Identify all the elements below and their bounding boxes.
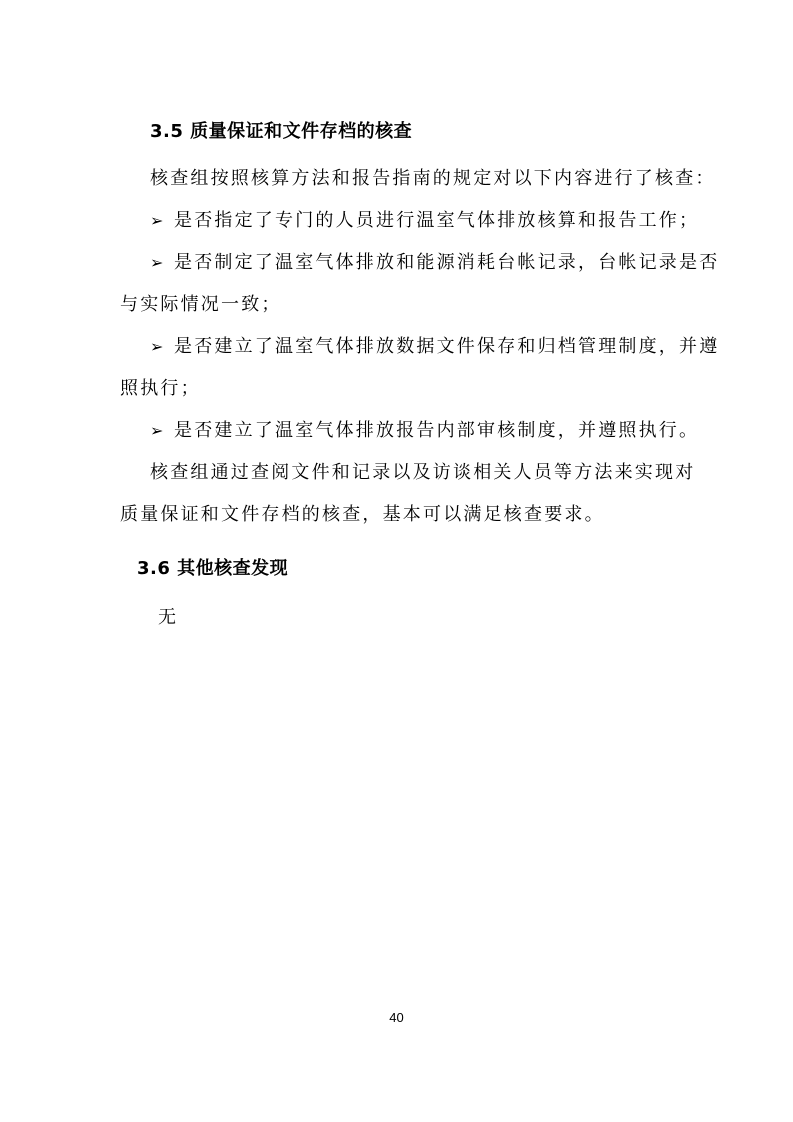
section-heading-3-5: 3.5 质量保证和文件存档的核查 (150, 121, 413, 142)
arrow-bullet-icon: ➢ (150, 253, 166, 272)
bullet-item-1 (150, 209, 699, 233)
bullet-item-3-text-line-1: 是否建立了温室气体排放数据文件保存和归档管理制度，并遵 (174, 336, 720, 357)
page-number: 40 (389, 1010, 404, 1025)
bullet-item-4 (150, 419, 699, 443)
section-intro-paragraph: 核查组按照核算方法和报告指南的规定对以下内容进行了核查： (150, 168, 716, 189)
arrow-bullet-icon: ➢ (150, 211, 166, 230)
section-3-6-body: 无 (158, 607, 179, 628)
conclusion-line-2: 质量保证和文件存档的核查，基本可以满足核查要求。 (120, 504, 605, 525)
bullet-item-1-text: 是否指定了专门的人员进行温室气体排放核算和报告工作； (174, 210, 700, 231)
bullet-item-3-text-line-2: 照执行； (120, 378, 201, 399)
section-heading-3-6: 3.6 其他核查发现 (137, 558, 289, 579)
bullet-item-3 (150, 335, 719, 359)
arrow-bullet-icon: ➢ (150, 421, 166, 440)
bullet-item-2 (150, 251, 719, 275)
conclusion-line-1: 核查组通过查阅文件和记录以及访谈相关人员等方法来实现对 (150, 462, 696, 483)
bullet-item-4-text: 是否建立了温室气体排放报告内部审核制度，并遵照执行。 (174, 420, 700, 441)
bullet-item-2-text-line-1: 是否制定了温室气体排放和能源消耗台帐记录，台帐记录是否 (174, 252, 720, 273)
bullet-item-2-text-line-2: 与实际情况一致； (120, 294, 282, 315)
arrow-bullet-icon: ➢ (150, 337, 166, 356)
